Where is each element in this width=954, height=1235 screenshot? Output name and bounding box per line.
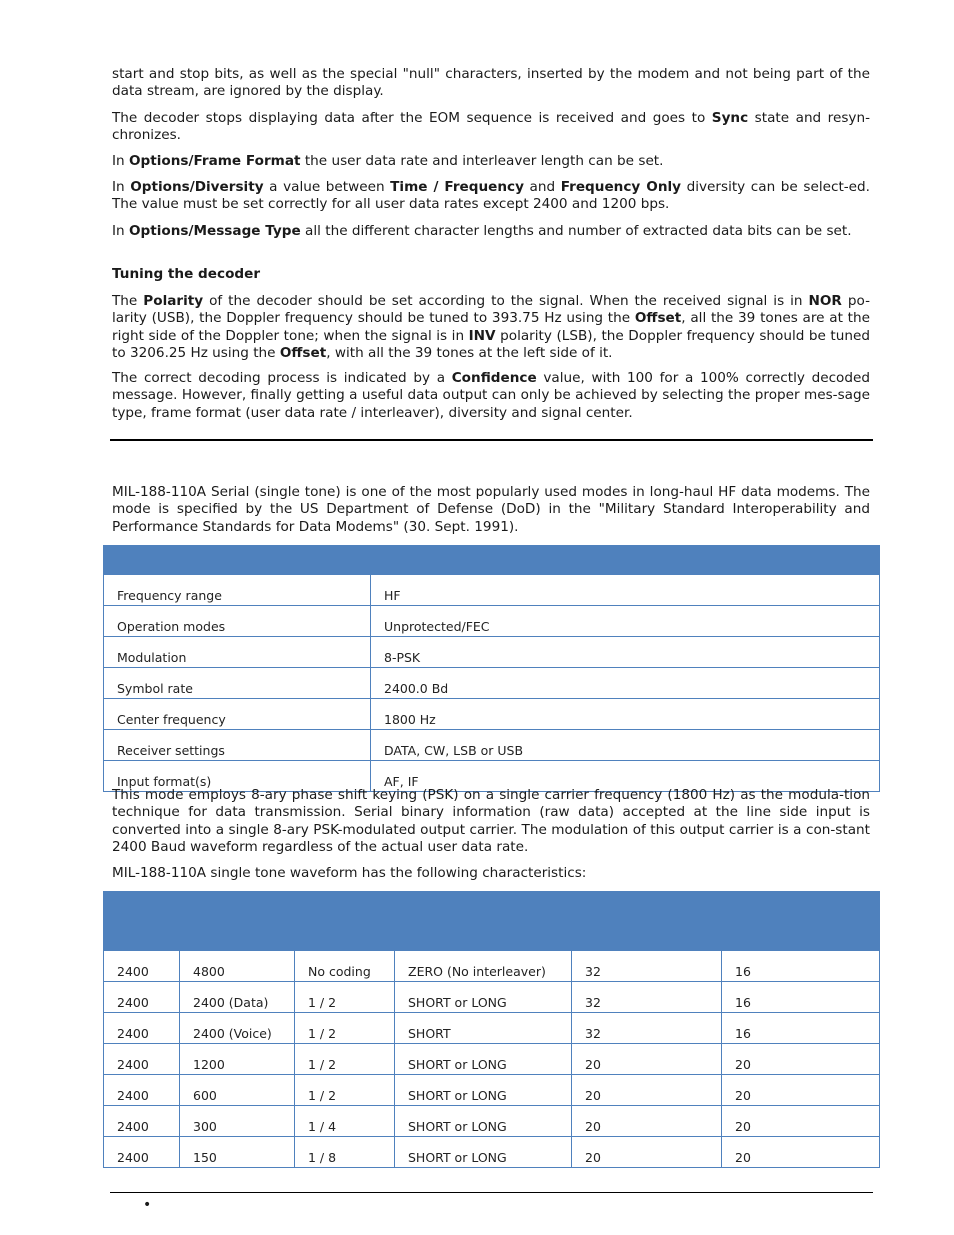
table-cell: Receiver settings <box>104 730 371 761</box>
table-cell: SHORT or LONG <box>395 1075 572 1106</box>
paragraph-message-type: In Options/Message Type all the different character lengths and number of extracted data bits can be set. <box>112 223 852 239</box>
table-cell: Operation modes <box>104 606 371 637</box>
table-cell: 20 <box>722 1106 880 1137</box>
table-cell: 2400 <box>104 1075 180 1106</box>
table-row <box>104 1137 880 1168</box>
paragraph-frame-format: In Options/Frame Format the user data rate and interleaver length can be set. <box>112 153 664 169</box>
table-cell: 1 / 2 <box>295 982 395 1013</box>
table-cell: 20 <box>572 1075 722 1106</box>
table-cell: 20 <box>722 1075 880 1106</box>
table-cell: 1 / 4 <box>295 1106 395 1137</box>
table-row <box>104 1044 880 1075</box>
table-row <box>104 668 880 699</box>
table-cell: 2400 (Data) <box>180 982 295 1013</box>
parameters-table-header <box>104 546 880 575</box>
paragraph-eom: The decoder stops displaying data after the EOM sequence is received and goes to Sync state and resyn-chronizes. <box>112 110 870 144</box>
table-cell: SHORT or LONG <box>395 982 572 1013</box>
table-cell: 16 <box>722 1013 880 1044</box>
table-cell: 32 <box>572 982 722 1013</box>
paragraph-intro: MIL-188-110A Serial (single tone) is one of the most popularly used modes in long-haul HF data modems. The mode is specified by the US Department of Defense (DoD) in the "Military Standard Interoperability and Performance Standards for Data Modems" (30. Sept. 1991). <box>112 484 870 535</box>
paragraph-modulation: This mode employs 8-ary phase shift keying (PSK) on a single carrier frequency (1800 Hz) as the modula-tion technique for data transmission. Serial binary information (raw data) accepted at the line side input is converted into a single 8-ary PSK-modulated output carrier. The modulation of this output carrier is a con-stant 2400 Baud waveform regardless of the actual user data rate. <box>112 787 870 855</box>
section-divider <box>110 439 873 441</box>
paragraph-confidence: The correct decoding process is indicated by a Confidence value, with 100 for a 100% correctly decoded message. However, finally getting a useful data output can only be achieved by selecting the proper mes-sage type, frame format (user data rate / interleaver), diversity and signal center. <box>112 370 870 421</box>
table-cell: DATA, CW, LSB or USB <box>371 730 880 761</box>
table-cell: 1 / 2 <box>295 1013 395 1044</box>
table-cell: SHORT <box>395 1013 572 1044</box>
table-row <box>104 951 880 982</box>
table-cell: 300 <box>180 1106 295 1137</box>
table-cell: SHORT or LONG <box>395 1137 572 1168</box>
waveform-table-header <box>104 892 880 951</box>
table-row <box>104 699 880 730</box>
waveform-table <box>103 891 880 1168</box>
table-row <box>104 606 880 637</box>
table-cell: 1800 Hz <box>371 699 880 730</box>
table-cell: SHORT or LONG <box>395 1044 572 1075</box>
table-cell: HF <box>371 575 880 606</box>
table-cell: Center frequency <box>104 699 371 730</box>
table-cell: 20 <box>572 1044 722 1075</box>
table-cell: 20 <box>572 1106 722 1137</box>
table-cell: 2400 <box>104 1106 180 1137</box>
table-cell: 16 <box>722 951 880 982</box>
paragraph-null-chars: start and stop bits, as well as the special "null" characters, inserted by the modem and not being part of the data stream, are ignored by the display. <box>112 66 870 100</box>
table-cell: 32 <box>572 951 722 982</box>
paragraph-waveform-intro: MIL-188-110A single tone waveform has the following characteristics: <box>112 865 587 881</box>
table-cell: 150 <box>180 1137 295 1168</box>
table-cell: SHORT or LONG <box>395 1106 572 1137</box>
table-cell: Modulation <box>104 637 371 668</box>
table-cell: 2400 <box>104 982 180 1013</box>
table-cell: 20 <box>722 1137 880 1168</box>
table-cell: 1 / 8 <box>295 1137 395 1168</box>
parameters-table <box>103 545 880 792</box>
table-row <box>104 730 880 761</box>
table-cell: ZERO (No interleaver) <box>395 951 572 982</box>
table-cell: 8-PSK <box>371 637 880 668</box>
table-cell: 2400 <box>104 1137 180 1168</box>
table-cell: 16 <box>722 982 880 1013</box>
table-row <box>104 1013 880 1044</box>
table-cell: 32 <box>572 1013 722 1044</box>
table-cell: Unprotected/FEC <box>371 606 880 637</box>
table-cell: AF, IF <box>371 761 880 792</box>
table-row <box>104 575 880 606</box>
table-cell: No coding <box>295 951 395 982</box>
table-cell: Input format(s) <box>104 761 371 792</box>
table-cell: 2400.0 Bd <box>371 668 880 699</box>
table-cell: Symbol rate <box>104 668 371 699</box>
table-cell: 2400 <box>104 951 180 982</box>
table-cell: 20 <box>722 1044 880 1075</box>
table-cell: 20 <box>572 1137 722 1168</box>
table-row <box>104 1106 880 1137</box>
table-cell: 2400 (Voice) <box>180 1013 295 1044</box>
footer-bullet: • <box>143 1197 152 1213</box>
table-row <box>104 1075 880 1106</box>
table-cell: 1 / 2 <box>295 1075 395 1106</box>
footer-rule <box>110 1192 873 1193</box>
table-cell: 600 <box>180 1075 295 1106</box>
heading-tuning: Tuning the decoder <box>112 266 261 282</box>
paragraph-diversity: In Options/Diversity a value between Time / Frequency and Frequency Only diversity can be select-ed. The value must be set correctly for all user data rates except 2400 and 1200 bps. <box>112 179 870 213</box>
table-cell: 1200 <box>180 1044 295 1075</box>
table-cell: 2400 <box>104 1044 180 1075</box>
table-cell: 1 / 2 <box>295 1044 395 1075</box>
paragraph-polarity: The Polarity of the decoder should be set according to the signal. When the received signal is in NOR po-larity (USB), the Doppler frequency should be tuned to 393.75 Hz using the Offset, all the 39 tones are at the right side of the Doppler tone; when the signal is in INV polarity (LSB), the Doppler frequency should be tuned to 3206.25 Hz using the Offset, with all the 39 tones at the left side of it. <box>112 293 870 361</box>
table-cell: Frequency range <box>104 575 371 606</box>
table-cell: 4800 <box>180 951 295 982</box>
table-cell: 2400 <box>104 1013 180 1044</box>
table-row <box>104 982 880 1013</box>
table-row <box>104 637 880 668</box>
